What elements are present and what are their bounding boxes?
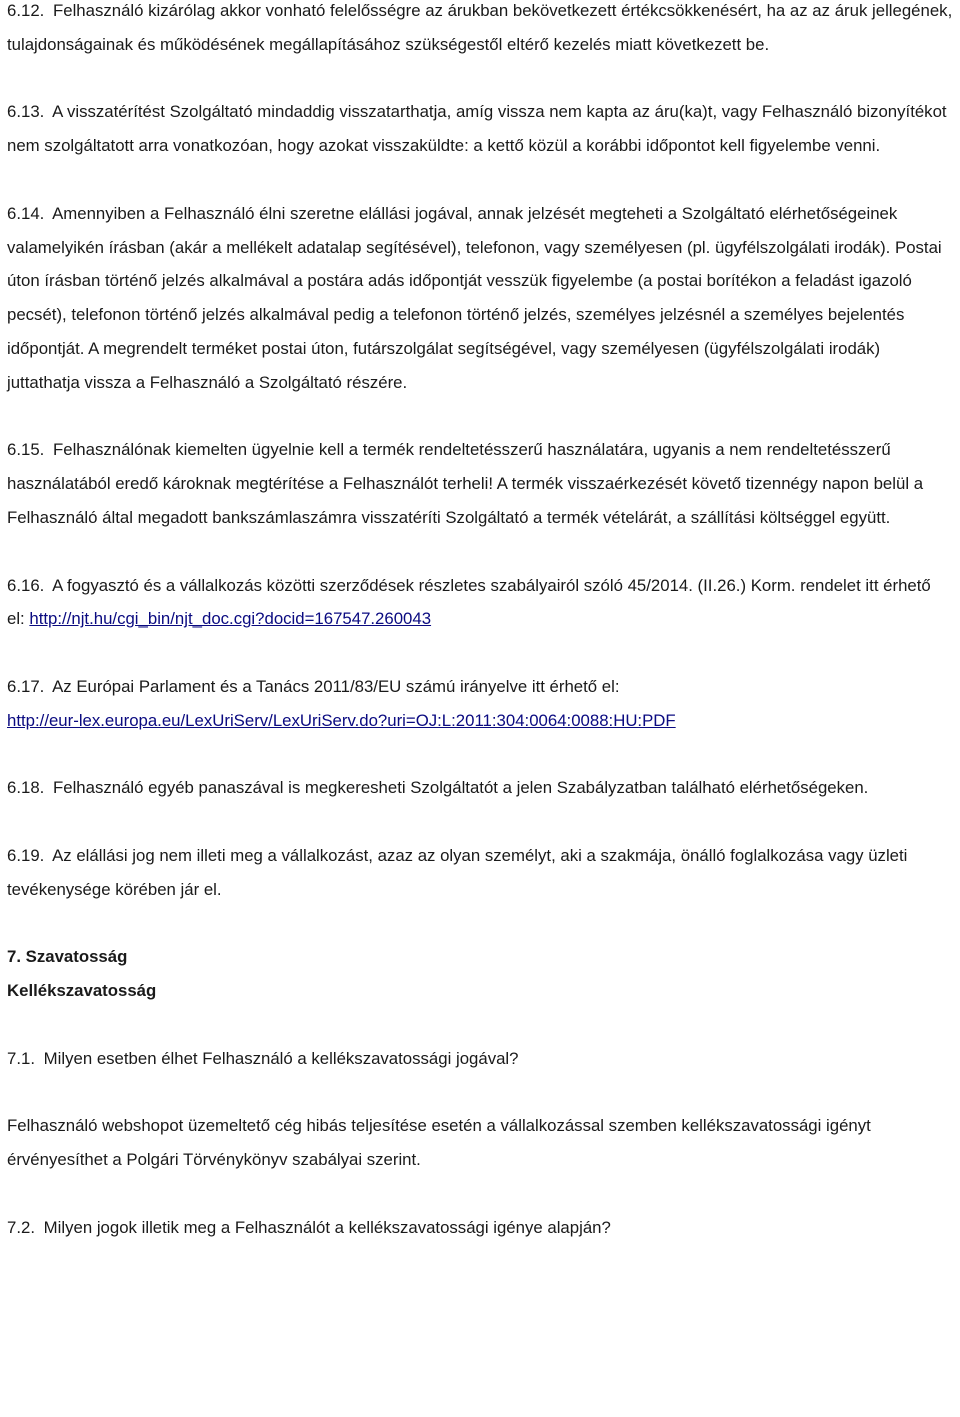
section-number: 7.1.: [7, 1048, 35, 1068]
section-6-12: [7, 0, 953, 62]
section-text: Az Európai Parlament és a Tanács 2011/83/EU számú irányelve itt érhető el:: [52, 676, 620, 696]
section-6-19: [7, 839, 953, 907]
eur-lex-directive-link[interactable]: http://eur-lex.europa.eu/LexUriServ/LexUriServ.do?uri=OJ:L:2011:304:0064:0088:HU:PDF: [7, 710, 676, 730]
section-6-14: [7, 197, 953, 400]
answer-7-1: Felhasználó webshopot üzemeltető cég hibás teljesítése esetén a vállalkozással szemben kellékszavatossági igényt érvényesíthet a Polgári Törvénykönyv szabályai szerint.: [7, 1116, 871, 1170]
section-6-18: [7, 771, 953, 805]
section-number: 6.19.: [7, 845, 45, 865]
question-text: Milyen jogok illetik meg a Felhasználót a kellékszavatossági igénye alapján?: [43, 1217, 611, 1237]
section-number: 7.2.: [7, 1217, 35, 1237]
question-7-2: [7, 1211, 953, 1245]
question-text: Milyen esetben élhet Felhasználó a kellékszavatossági jogával?: [43, 1048, 519, 1068]
section-text: A visszatérítést Szolgáltató mindaddig visszatarthatja, amíg vissza nem kapta az áru(ka)t, vagy Felhasználó bizonyítékot nem szolgáltatott arra vonatkozóan, hogy azokat visszaküldte: a kettő közül a korábbi időpontot kell figyelembe venni.: [7, 102, 947, 156]
section-text: Amennyiben a Felhasználó élni szeretne elállási jogával, annak jelzését megteheti a Szolgáltató elérhetőségeinek valamelyikén írásban (akár a mellékelt adatalap segítésével), telefonon, vagy személyesen (pl. ügyfélszolgálati irodák). Postai úton írásban történő jelzés alkalmával a postára adás időpontját vesszük figyelembe (a postai borítékon a feladást igazoló pecsét), telefonon történő jelzés alkalmával pedig a telefonon történő jelzés, személyes jelzésnél a személyes bejelentés időpontját. A megrendelt terméket postai úton, futárszolgálat segítségével, vagy személyesen (ügyfélszolgálati irodák) juttathatja vissza a Felhasználó a Szolgáltató részére.: [7, 203, 942, 392]
section-text: Felhasználónak kiemelten ügyelnie kell a termék rendeltetésszerű használatára, ugyanis a nem rendeltetésszerű használatából eredő károknak megtérítése a Felhasználót terheli! A termék visszaérkezését követő tizennégy napon belül a Felhasználó által megadott bankszámlaszámra visszatéríti Szolgáltató a termék vételárát, a szállítási költséggel együtt.: [7, 440, 924, 527]
section-text: Felhasználó kizárólag akkor vonható felelősségre az árukban bekövetkezett értékcsökkenésért, ha az az áruk jellegének, tulajdonságainak és működésének megállapításához szükségestől eltérő kezelés miatt következett be.: [7, 1, 953, 54]
section-text: Az elállási jog nem illeti meg a vállalkozást, azaz az olyan személyt, aki a szakmája, önálló foglalkozása vagy üzleti tevékenysége körében jár el.: [7, 845, 908, 899]
section-number: 6.15.: [7, 440, 45, 460]
question-7-1: [7, 1042, 953, 1076]
chapter-title: 7. Szavatosság: [7, 947, 128, 967]
chapter-subtitle: Kellékszavatosság: [7, 981, 157, 1001]
section-number: 6.14.: [7, 203, 45, 223]
section-number: 6.13.: [7, 102, 45, 122]
section-number: 6.16.: [7, 575, 45, 595]
section-6-15: [7, 433, 953, 534]
document-body: [7, 0, 953, 1278]
njt-decree-link[interactable]: http://njt.hu/cgi_bin/njt_doc.cgi?docid=167547.260043: [29, 609, 432, 629]
section-6-13: [7, 95, 953, 163]
chapter-heading: [7, 940, 953, 1008]
section-text: Felhasználó egyéb panaszával is megkeresheti Szolgáltatót a jelen Szabályzatban található elérhetőségeken.: [53, 778, 869, 798]
section-text: A fogyasztó és a vállalkozás közötti szerződések részletes szabályairól szóló 45/2014. (II.26.) Korm. rendelet itt érhető el:: [7, 575, 931, 629]
section-number: 6.12.: [7, 1, 45, 20]
section-6-17: [7, 670, 953, 738]
section-6-16: [7, 569, 953, 637]
section-number: 6.18.: [7, 778, 45, 798]
section-number: 6.17.: [7, 676, 45, 696]
